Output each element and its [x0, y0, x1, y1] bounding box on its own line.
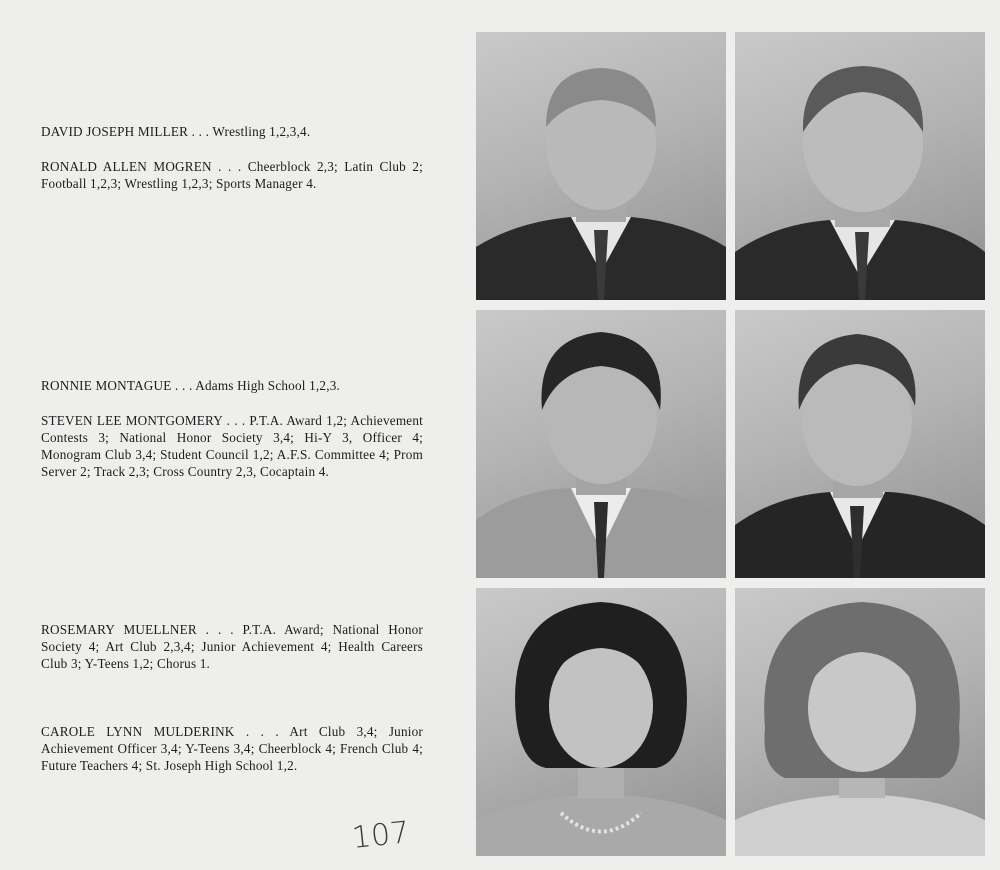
portrait-ronnie-montague [476, 310, 726, 578]
page-number: 107 [350, 815, 411, 856]
entry-david-joseph-miller: DAVID JOSEPH MILLER . . . Wrestling 1,2,3,4. [41, 124, 311, 139]
portrait-ronald-allen-mogren [735, 32, 985, 300]
entry-steven-lee-montgomery: STEVEN LEE MONTGOMERY . . . P.T.A. Award 1,2; Achievement Contests 3; National Honor Society 3,4; Hi-Y 3, Officer 4; Monogram Club 3,4; Student Council 1,2; A.F.S. Committee 4; Prom Server 2; Track 2,3; Cross Country 2,3, Cocaptain 4. [41, 413, 423, 479]
entry-ronald-allen-mogren: RONALD ALLEN MOGREN . . . Cheerblock 2,3; Latin Club 2; Football 1,2,3; Wrestling 1,2,3; Sports Manager 4. [41, 159, 423, 191]
portrait-carole-lynn-mulderink [735, 588, 985, 856]
entry-carole-lynn-mulderink: CAROLE LYNN MULDERINK . . . Art Club 3,4; Junior Achievement Officer 3,4; Y-Teens 3,4; Cheerblock 4; French Club 4; Future Teachers 4; St. Joseph High School 1,2. [41, 724, 423, 773]
entry-ronnie-montague: RONNIE MONTAGUE . . . Adams High School 1,2,3. [41, 378, 340, 393]
portrait-steven-lee-montgomery [735, 310, 985, 578]
portrait-rosemary-muellner [476, 588, 726, 856]
portrait-david-joseph-miller [476, 32, 726, 300]
entry-rosemary-muellner: ROSEMARY MUELLNER . . . P.T.A. Award; National Honor Society 4; Art Club 2,3,4; Junior Achievement 4; Health Careers Club 3; Y-Teens 1,2; Chorus 1. [41, 622, 423, 671]
